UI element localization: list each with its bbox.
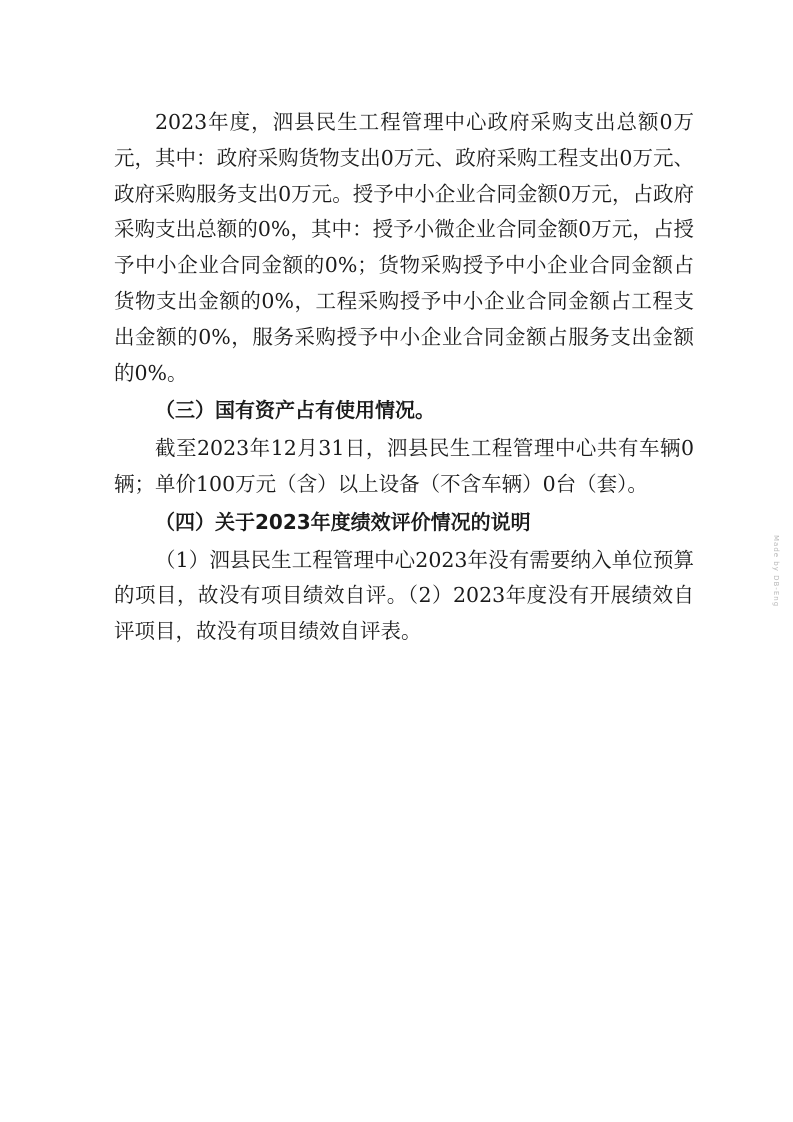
paragraph-procurement: 2023年度，泗县民生工程管理中心政府采购支出总额0万元，其中：政府采购货物支出0万元、政府采购工程支出0万元、政府采购服务支出0万元。授予中小企业合同金额0万元，占政府采购支出总额的0%，其中：授予小微企业合同金额0万元，占授予中小企业合同金额的0%；货物采购授予中小企业合同金额占货物支出金额的0%，工程采购授予中小企业合同金额占工程支出金额的0%，服务采购授予中小企业合同金额占服务支出金额的0%。 [114,110,694,385]
paragraph-assets: 截至2023年12月31日，泗县民生工程管理中心共有车辆0辆；单价100万元（含）以上设备（不含车辆）0台（套）。 [114,436,694,496]
performance-block [114,543,694,650]
paragraph-performance-2: （2）2023年度没有开展绩效自评项目，故没有项目绩效自评表。 [114,583,694,644]
page-body [114,105,694,650]
paragraph-performance-1: （1）泗县民生工程管理中心2023年没有需要纳入单位预算的项目，故没有项目绩效自评。 [114,547,694,608]
vertical-label: Made by DB-Eng [772,535,780,608]
heading-section-3: （三）国有资产占有使用情况。 [155,398,435,423]
heading-section-4: （四）关于2023年度绩效评价情况的说明 [155,509,531,534]
